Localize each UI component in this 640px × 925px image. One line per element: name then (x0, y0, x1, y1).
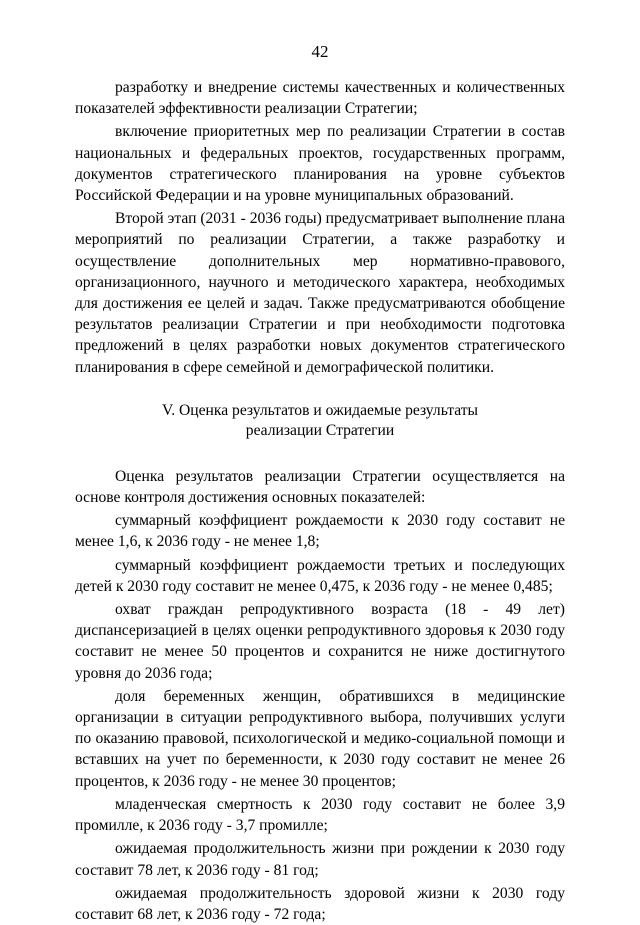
paragraph: Второй этап (2031 - 2036 годы) предусматривает выполнение плана мероприятий по реализации Стратегии, а также разработку и осуществление дополнительных мер нормативно-правового, организационного, научного и методического характера, необходимых для достижения ее целей и задач. Также предусматриваются обобщение результатов реализации Стратегии и при необходимости подготовка предложений в целях разработки новых документов стратегического планирования в сфере семейной и демографической политики. (75, 210, 565, 376)
indicator-item: младенческая смертность к 2030 году составит не более 3,9 промилле, к 2036 году - 3,7 промилле; (75, 795, 565, 835)
indicator-item: охват граждан репродуктивного возраста (18 - 49 лет) диспансеризацией в целях оценки репродуктивного здоровья к 2030 году составит не менее 50 процентов и сохранится не ниже достигнутого уровня до 2036 года; (75, 601, 565, 682)
page-content (75, 77, 565, 925)
section-heading-line: V. Оценка результатов и ожидаемые результаты (161, 401, 479, 419)
page-number: 42 (311, 42, 329, 61)
section-heading (75, 401, 565, 441)
indicator-item: ожидаемая продолжительность здоровой жизни к 2030 году составит 68 лет, к 2036 году - 72 года; (75, 884, 565, 923)
paragraph: включение приоритетных мер по реализации Стратегии в состав национальных и федеральных проектов, государственных программ, документов стратегического планирования на уровне субъектов Российской Федерации и на уровне муниципальных образований. (75, 123, 565, 205)
indicator-item: суммарный коэффициент рождаемости к 2030 году составит не менее 1,6, к 2036 году - не менее 1,8; (75, 512, 565, 551)
section-heading-line: реализации Стратегии (245, 421, 395, 439)
paragraph: Оценка результатов реализации Стратегии осуществляется на основе контроля достижения основных показателей: (75, 467, 565, 507)
indicator-item: суммарный коэффициент рождаемости третьих и последующих детей к 2030 году составит не менее 0,475, к 2036 году - не менее 0,485; (75, 556, 565, 595)
paragraph: разработку и внедрение системы качественных и количественных показателей эффективности реализации Стратегии; (75, 79, 565, 118)
indicator-item: ожидаемая продолжительность жизни при рождении к 2030 году составит 78 лет, к 2036 году - 81 год; (75, 840, 565, 879)
indicator-item: доля беременных женщин, обратившихся в медицинские организации в ситуации репродуктивного выбора, получивших услуги по оказанию правовой, психологической и медико-социальной помощи и вставших на учет по беременности, к 2030 году составит не менее 26 процентов, к 2036 году - не менее 30 процентов; (75, 687, 565, 790)
